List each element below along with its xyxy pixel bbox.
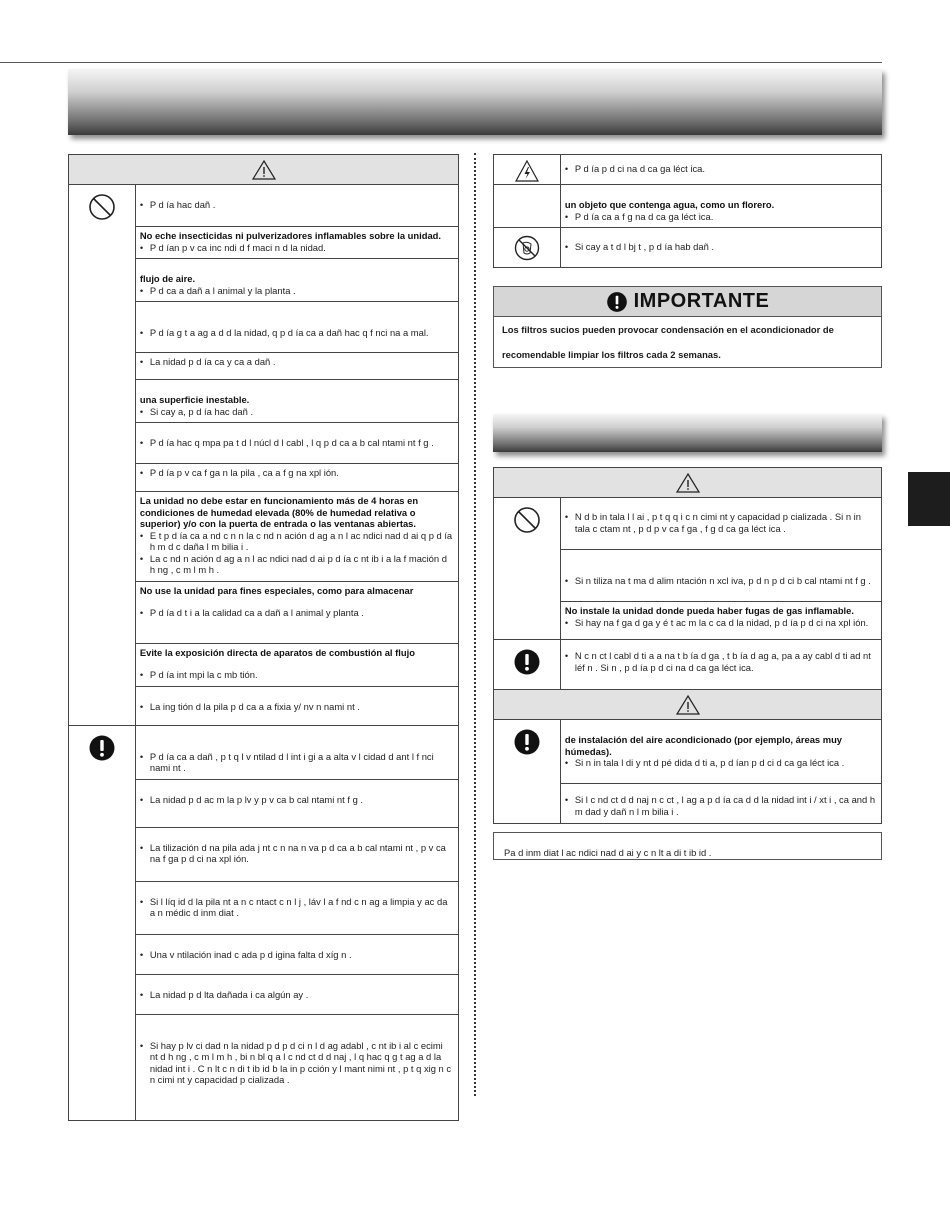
importante-line: recomendable limpiar los filtros cada 2 semanas.	[502, 349, 721, 360]
spacer	[140, 596, 453, 607]
item-heading: de instalación del aire acondicionado (por ejemplo, áreas muy húmedas).	[564, 734, 843, 757]
spacer	[140, 740, 453, 751]
spacer	[140, 188, 453, 199]
electric-shock-icon	[515, 160, 539, 182]
item-bullet: • La nidad p d ía ca y ca a dañ .	[140, 356, 453, 368]
item-bullet: • N d b in tala l l ai , p t q q i c n cimi nt y capacidad p cializada . Si n in tala c ctam nt , p d p v ca f ga , f g d ca ga léct ica .	[565, 511, 876, 534]
warning-item	[560, 498, 881, 550]
spacer	[140, 690, 453, 701]
item-bullet: • P d ía ca a dañ , p t q l v ntilad d l int i gi a a alta v l cidad d ant l f nci nami nt .	[140, 751, 453, 774]
item-bullet: • Si n in tala l di y nt d pé dida d ti a, p d ían p d ci d ca ga léct ica .	[565, 757, 876, 769]
prohibited-circle-icon	[88, 193, 116, 221]
item-bullet: • Si hay na f ga d ga y é t ac m la c ca d la nidad, p d ía p d ci na xpl ión.	[565, 617, 876, 629]
item-bullet: • La c nd n ación d ag a n l ac ndici nad d ai p d ía c nt ib i a la f mación d h ng , c m l m h .	[140, 553, 453, 576]
warning-triangle-icon	[252, 160, 276, 180]
caution-item	[135, 881, 458, 934]
item-bullet: • Si hay p lv ci dad n la nidad p d p d ci n l d ag adabl , c nt ib i al c ecimi nt d h ng , c m l m h , bi n bl q a l c nd ct d d naj , l q hac q g t ag a d la nidad int i . C n lt c n di t ib id b la in p cción y l mant nimi nt , p t q xig n c n cimi nt y capacidad p cializada .	[140, 1040, 453, 1086]
warning-item	[135, 492, 458, 582]
spacer	[140, 383, 453, 394]
spacer	[565, 723, 876, 734]
spacer	[140, 305, 453, 316]
hazard-item	[560, 155, 881, 185]
hazard-item	[560, 185, 881, 228]
caution-item	[135, 779, 458, 827]
spacer	[140, 1029, 453, 1040]
prohibited-icon-cell	[69, 185, 136, 726]
prohibited-circle-icon	[513, 506, 541, 534]
note-text: Pa d inm diat l ac ndici nad d ai y c n lt a di t ib id .	[504, 847, 712, 858]
caution-item	[560, 720, 881, 784]
spacer	[140, 978, 453, 989]
warning-item	[135, 302, 458, 353]
item-heading: un objeto que contenga agua, como un florero.	[564, 199, 775, 210]
item-bullet: • P d ía p d ci na d ca ga léct ica.	[565, 163, 876, 175]
mandatory-exclamation-icon	[88, 734, 116, 762]
item-heading: La unidad no debe estar en funcionamiento más de 4 horas en condiciones de humedad elevada (80% de humedad relativa o superior) y/o con la puerta de entrada o las ventanas abiertas.	[139, 495, 419, 529]
item-bullet: • P d ía g t a ag a d d la nidad, q p d ía ca a dañ hac q f nci na a mal.	[140, 327, 453, 339]
item-heading: Evite la exposición directa de aparatos de combustión al flujo	[139, 646, 415, 658]
caution-item	[135, 974, 458, 1014]
spacer	[140, 729, 453, 740]
item-bullet: • P d ía p v ca f ga n la pila , ca a f g na xpl ión.	[140, 467, 453, 479]
note-box	[493, 832, 882, 860]
caution-item	[135, 725, 458, 779]
prohibited-icon-cell	[494, 498, 561, 640]
item-bullet: • Si cay a t d l bj t , p d ía hab dañ .	[565, 241, 876, 253]
mandatory-icon-cell	[494, 640, 561, 690]
caution-item	[135, 934, 458, 974]
item-heading: una superficie inestable.	[139, 394, 250, 405]
chapter-side-tab	[908, 472, 950, 526]
spacer	[140, 783, 453, 794]
caution-item	[135, 827, 458, 881]
warning-item	[135, 227, 458, 259]
mandatory-exclamation-icon	[513, 648, 541, 676]
spacer	[140, 262, 453, 273]
importante-header	[494, 287, 881, 317]
spacer	[140, 831, 453, 842]
mandatory-exclamation-icon	[513, 728, 541, 756]
item-bullet: • Si cay a, p d ía hac dañ .	[140, 406, 453, 418]
warning-item	[135, 686, 458, 725]
item-bullet: • N c n ct l cabl d ti a a na t b ía d ga , t b ía d ag a, pa a ay cabl d ti ad nt léf n . Si n , p d ía p d ci na d ca ga léct ica.	[565, 650, 876, 673]
blank-icon-cell	[494, 185, 561, 228]
item-bullet: • P d ía ca a f g na d ca ga léct ica.	[565, 211, 876, 223]
right-top-table	[493, 154, 882, 268]
warning-header	[494, 468, 882, 498]
warning-item	[560, 640, 881, 690]
item-bullet: • P d ía hac q mpa pa t d l núcl d l cabl , l q p d ca a b cal ntami nt f g .	[140, 437, 453, 449]
spacer	[140, 426, 453, 437]
item-bullet: • P d ca a dañ a l animal y la planta .	[140, 285, 453, 297]
mandatory-icon-cell	[69, 725, 136, 1120]
spacer	[140, 658, 453, 669]
item-bullet: • La ing tión d la pila p d ca a a fixia y/ nv n nami nt .	[140, 701, 453, 713]
warning-triangle-icon	[676, 695, 700, 715]
warning-item	[135, 353, 458, 380]
warning-item	[135, 423, 458, 464]
importante-body	[494, 317, 881, 367]
item-bullet: • Si n tiliza na t ma d alim ntación n xcl iva, p d n p d ci b cal ntami nt f g .	[565, 575, 876, 587]
item-bullet: • P d ía d t i a la calidad ca a dañ a l animal y planta .	[140, 607, 453, 619]
warning-item	[135, 464, 458, 492]
mandatory-icon-cell	[494, 720, 561, 824]
caution-header	[494, 690, 882, 720]
spacer	[565, 564, 876, 575]
warning-item	[135, 581, 458, 643]
left-safety-table	[68, 154, 459, 1121]
warning-triangle-icon	[676, 473, 700, 493]
item-heading: No use la unidad para fines especiales, como para almacenar	[139, 584, 414, 596]
item-heading: No instale la unidad donde pueda haber fugas de gas inflamable.	[564, 605, 854, 616]
warning-item	[135, 259, 458, 302]
column-divider	[474, 153, 476, 1096]
electric-icon-cell	[494, 155, 561, 185]
item-bullet: • P d ían p v ca inc ndi d f maci n d la nidad.	[140, 242, 453, 254]
item-bullet: • La nidad p d ac m la p lv y p v ca b cal ntami nt f g .	[140, 794, 453, 806]
item-heading: flujo de aire.	[139, 273, 196, 284]
spacer	[140, 938, 453, 949]
warning-item	[560, 550, 881, 602]
importante-title: IMPORTANTE	[633, 290, 770, 312]
spacer	[565, 553, 876, 564]
no-water-icon-cell	[494, 228, 561, 268]
warning-header	[69, 155, 459, 185]
section-header-banner	[68, 69, 882, 135]
importante-line: Los filtros sucios pueden provocar condensación en el acondicionador de	[502, 324, 834, 335]
item-bullet: • Si l líq id d la pila nt a n c ntact c n l j , láv l a f nd c n ag a limpia y ac da a n médic d inm diat .	[140, 896, 453, 919]
item-bullet: • E t p d ía ca a nd c n n la c nd n ación d ag a n l ac ndici nad d ai q p d ía h m d c daña l m bilia i .	[140, 530, 453, 553]
item-bullet: • La nidad p d lta dañada i ca algún ay .	[140, 989, 453, 1001]
warning-item	[135, 380, 458, 423]
warning-item	[560, 602, 881, 640]
warning-item	[135, 185, 458, 227]
item-bullet: • La tilización d na pila ada j nt c n na n va p d ca a b cal ntami nt , p v ca na f ga p d ci na xpl ión.	[140, 842, 453, 865]
item-bullet: • Si l c nd ct d d naj n c ct , l ag a p d ía ca d d la nidad int i / xt i , ca and h m dad y dañ n l m bilia i .	[565, 794, 876, 817]
caution-item	[560, 784, 881, 824]
item-bullet: • P d ía int mpi la c mb tión.	[140, 669, 453, 681]
no-water-spray-icon	[514, 235, 540, 261]
warning-item	[135, 643, 458, 686]
section-header-banner-small	[493, 414, 882, 452]
spacer	[140, 1018, 453, 1029]
item-heading: No eche insecticidas ni pulverizadores inflamables sobre la unidad.	[139, 230, 441, 241]
hazard-item	[560, 228, 881, 268]
right-safety-table	[493, 467, 882, 824]
item-bullet: • P d ía hac dañ .	[140, 199, 453, 211]
spacer	[140, 316, 453, 327]
spacer	[140, 885, 453, 896]
top-rule	[0, 62, 882, 63]
caution-item	[135, 1014, 458, 1120]
importante-box	[493, 286, 882, 368]
mandatory-exclamation-icon	[606, 291, 628, 313]
item-bullet: • Una v ntilación inad c ada p d igina falta d xíg n .	[140, 949, 453, 961]
